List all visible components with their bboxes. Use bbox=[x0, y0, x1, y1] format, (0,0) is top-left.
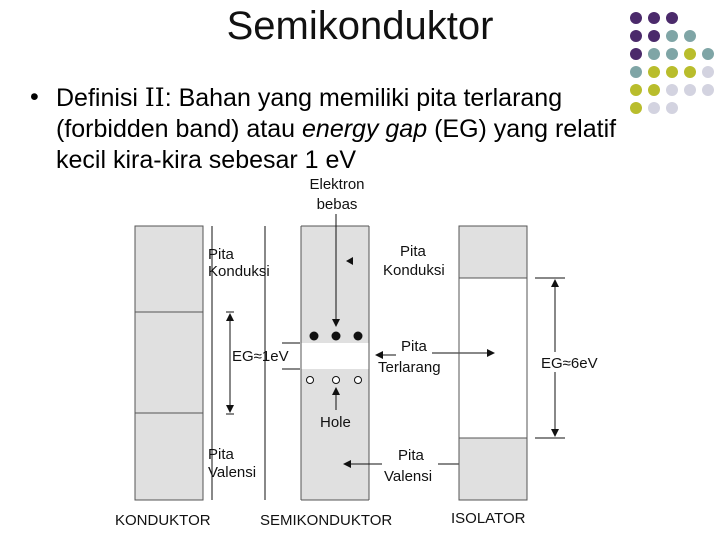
konduktor-pita-valensi-line1: Pita bbox=[208, 446, 234, 463]
middle-pita-terlarang-line2: Terlarang bbox=[378, 359, 441, 376]
konduktor-caption: KONDUKTOR bbox=[115, 512, 211, 529]
konduktor-pita-konduksi-line1: Pita bbox=[208, 246, 234, 263]
eg-1ev-label: EG≈1eV bbox=[232, 348, 289, 365]
middle-pita-valensi-line1: Pita bbox=[398, 447, 424, 464]
free-electron bbox=[332, 332, 341, 341]
definition-text-part1: : Bahan yang memiliki pita terlarang (forbidden band) atau bbox=[56, 84, 563, 143]
bullet-marker: • bbox=[30, 83, 39, 111]
semikonduktor-band bbox=[301, 226, 369, 500]
free-electron bbox=[354, 332, 363, 341]
middle-pita-konduksi-line1: Pita bbox=[400, 243, 426, 260]
middle-pita-valensi-line2: Valensi bbox=[384, 468, 433, 485]
definition-prefix: Definisi bbox=[56, 84, 145, 112]
eg-6ev-label: EG≈6eV bbox=[541, 355, 598, 372]
hole bbox=[355, 377, 362, 384]
definition-text-part2: (EG) yang relatif kecil kira-kira sebesar 1 eV bbox=[56, 115, 617, 174]
konduktor-pita-konduksi-line2: Konduksi bbox=[208, 263, 270, 280]
konduktor-pita-valensi-line2: Valensi bbox=[208, 464, 257, 481]
middle-pita-konduksi-line2: Konduksi bbox=[383, 262, 445, 279]
free-electron bbox=[310, 332, 319, 341]
isolator-caption: ISOLATOR bbox=[451, 510, 526, 527]
middle-pita-terlarang-line1: Pita bbox=[401, 338, 427, 355]
slide-title: Semikonduktor bbox=[226, 4, 494, 48]
hole bbox=[307, 377, 314, 384]
elektron-bebas-line1: Elektron bbox=[309, 176, 365, 193]
definition-numeral: II bbox=[144, 83, 165, 112]
hole-label: Hole bbox=[320, 414, 351, 431]
hole bbox=[333, 377, 340, 384]
elektron-bebas-line2: bebas bbox=[316, 196, 358, 213]
definition-italic: energy gap bbox=[302, 115, 428, 143]
semikonduktor-caption: SEMIKONDUKTOR bbox=[260, 512, 393, 529]
